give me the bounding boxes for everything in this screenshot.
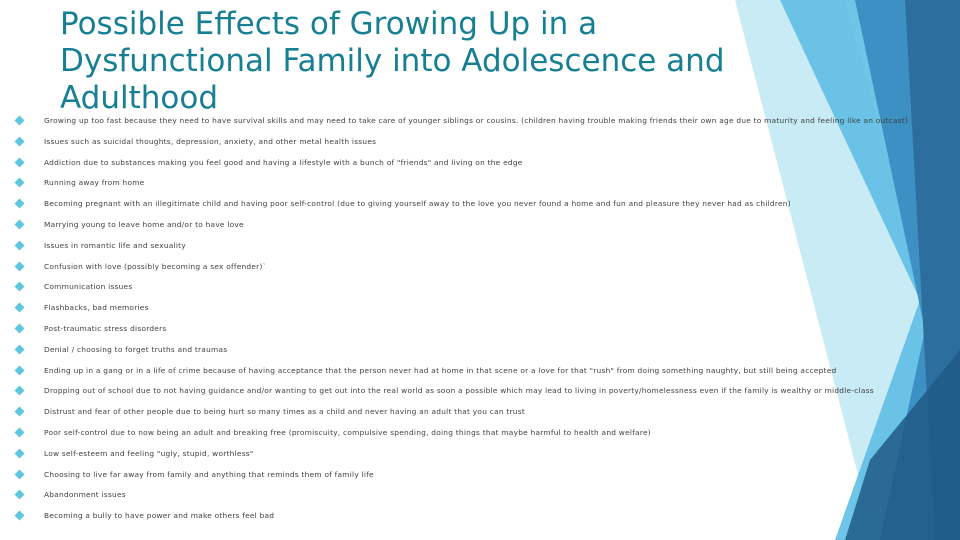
- bullet-item: [0, 426, 940, 440]
- bullet-item: [0, 488, 940, 502]
- slide-title: Possible Effects of Growing Up in a Dysfunctional Family into Adolescence and Adulthood: [60, 6, 725, 116]
- bullet-item: [0, 343, 940, 357]
- bullet-text: Flashbacks, bad memories: [44, 303, 149, 312]
- bullet-text: Choosing to live far away from family and anything that reminds them of family life: [44, 470, 374, 479]
- diamond-bullet-icon: [15, 199, 25, 209]
- bullet-text: Growing up too fast because they need to have survival skills and may need to take care of younger siblings or cousins. (children having trouble making friends their own age due to maturity and feeling like an outcast): [44, 116, 909, 125]
- diamond-bullet-icon: [15, 178, 25, 188]
- bullet-text: Low self-esteem and feeling "ugly, stupid, worthless": [44, 449, 254, 458]
- diamond-bullet-icon: [15, 511, 25, 521]
- bullet-text: Distrust and fear of other people due to being hurt so many times as a child and never having an adult that you can trust: [44, 407, 525, 416]
- diamond-bullet-icon: [15, 303, 25, 313]
- bullet-item: [0, 384, 940, 398]
- bullet-text: Becoming pregnant with an illegitimate child and having poor self-control (due to giving yourself away to the love you never found a home and fun and pleasure they never had as children): [44, 199, 791, 208]
- diamond-bullet-icon: [15, 428, 25, 438]
- bullet-text: Confusion with love (possibly becoming a sex offender)`: [44, 262, 267, 271]
- diamond-bullet-icon: [15, 366, 25, 376]
- bullet-text: Addiction due to substances making you feel good and having a lifestyle with a bunch of "friends" and living on the edge: [44, 158, 523, 167]
- bullet-item: [0, 239, 940, 253]
- bullet-item: [0, 364, 940, 378]
- bullet-item: [0, 405, 940, 419]
- bullet-item: [0, 509, 940, 523]
- bullet-item: [0, 280, 940, 294]
- bullet-text: Running away from home: [44, 178, 145, 187]
- bullet-text: Issues in romantic life and sexuality: [44, 241, 186, 250]
- bullet-item: [0, 135, 940, 149]
- diamond-bullet-icon: [15, 241, 25, 251]
- bullet-text: Denial / choosing to forget truths and traumas: [44, 345, 228, 354]
- diamond-bullet-icon: [15, 345, 25, 355]
- bullet-text: Becoming a bully to have power and make others feel bad: [44, 511, 275, 520]
- diamond-bullet-icon: [15, 282, 25, 292]
- bullet-text: Post-traumatic stress disorders: [44, 324, 167, 333]
- bullet-text: Marrying young to leave home and/or to have love: [44, 220, 244, 229]
- bullet-item: [0, 447, 940, 461]
- bullet-item: [0, 301, 940, 315]
- diamond-bullet-icon: [15, 449, 25, 459]
- bullet-text: Ending up in a gang or in a life of crime because of having acceptance that the person never had at home in that scene or a love for that "rush" from doing something naughty, but still being accepted: [44, 366, 837, 375]
- bullet-item: [0, 156, 940, 170]
- bullet-text: Communication issues: [44, 282, 133, 291]
- bullet-text: Dropping out of school due to not having guidance and/or wanting to get out into the real world as soon a possible which may lead to living in poverty/homelessness even if the family is wealthy or middle-class: [44, 386, 874, 395]
- diamond-bullet-icon: [15, 324, 25, 334]
- diamond-bullet-icon: [15, 490, 25, 500]
- diamond-bullet-icon: [15, 220, 25, 230]
- diamond-bullet-icon: [15, 386, 25, 396]
- bullet-text: Poor self-control due to now being an adult and breaking free (promiscuity, compulsive spending, doing things that maybe harmful to health and welfare): [44, 428, 651, 437]
- diamond-bullet-icon: [15, 470, 25, 480]
- diamond-bullet-icon: [15, 158, 25, 168]
- bullet-item: [0, 468, 940, 482]
- diamond-bullet-icon: [15, 262, 25, 272]
- bullet-item: [0, 260, 940, 274]
- bullet-item: [0, 176, 940, 190]
- bullet-item: [0, 114, 940, 128]
- bullet-item: [0, 322, 940, 336]
- diamond-bullet-icon: [15, 116, 25, 126]
- diamond-bullet-icon: [15, 407, 25, 417]
- bullet-item: [0, 197, 940, 211]
- bullet-text: Issues such as suicidal thoughts, depression, anxiety, and other metal health issues: [44, 137, 377, 146]
- bullet-text: Abandonment issues: [44, 490, 126, 499]
- diamond-bullet-icon: [15, 137, 25, 147]
- bullet-item: [0, 218, 940, 232]
